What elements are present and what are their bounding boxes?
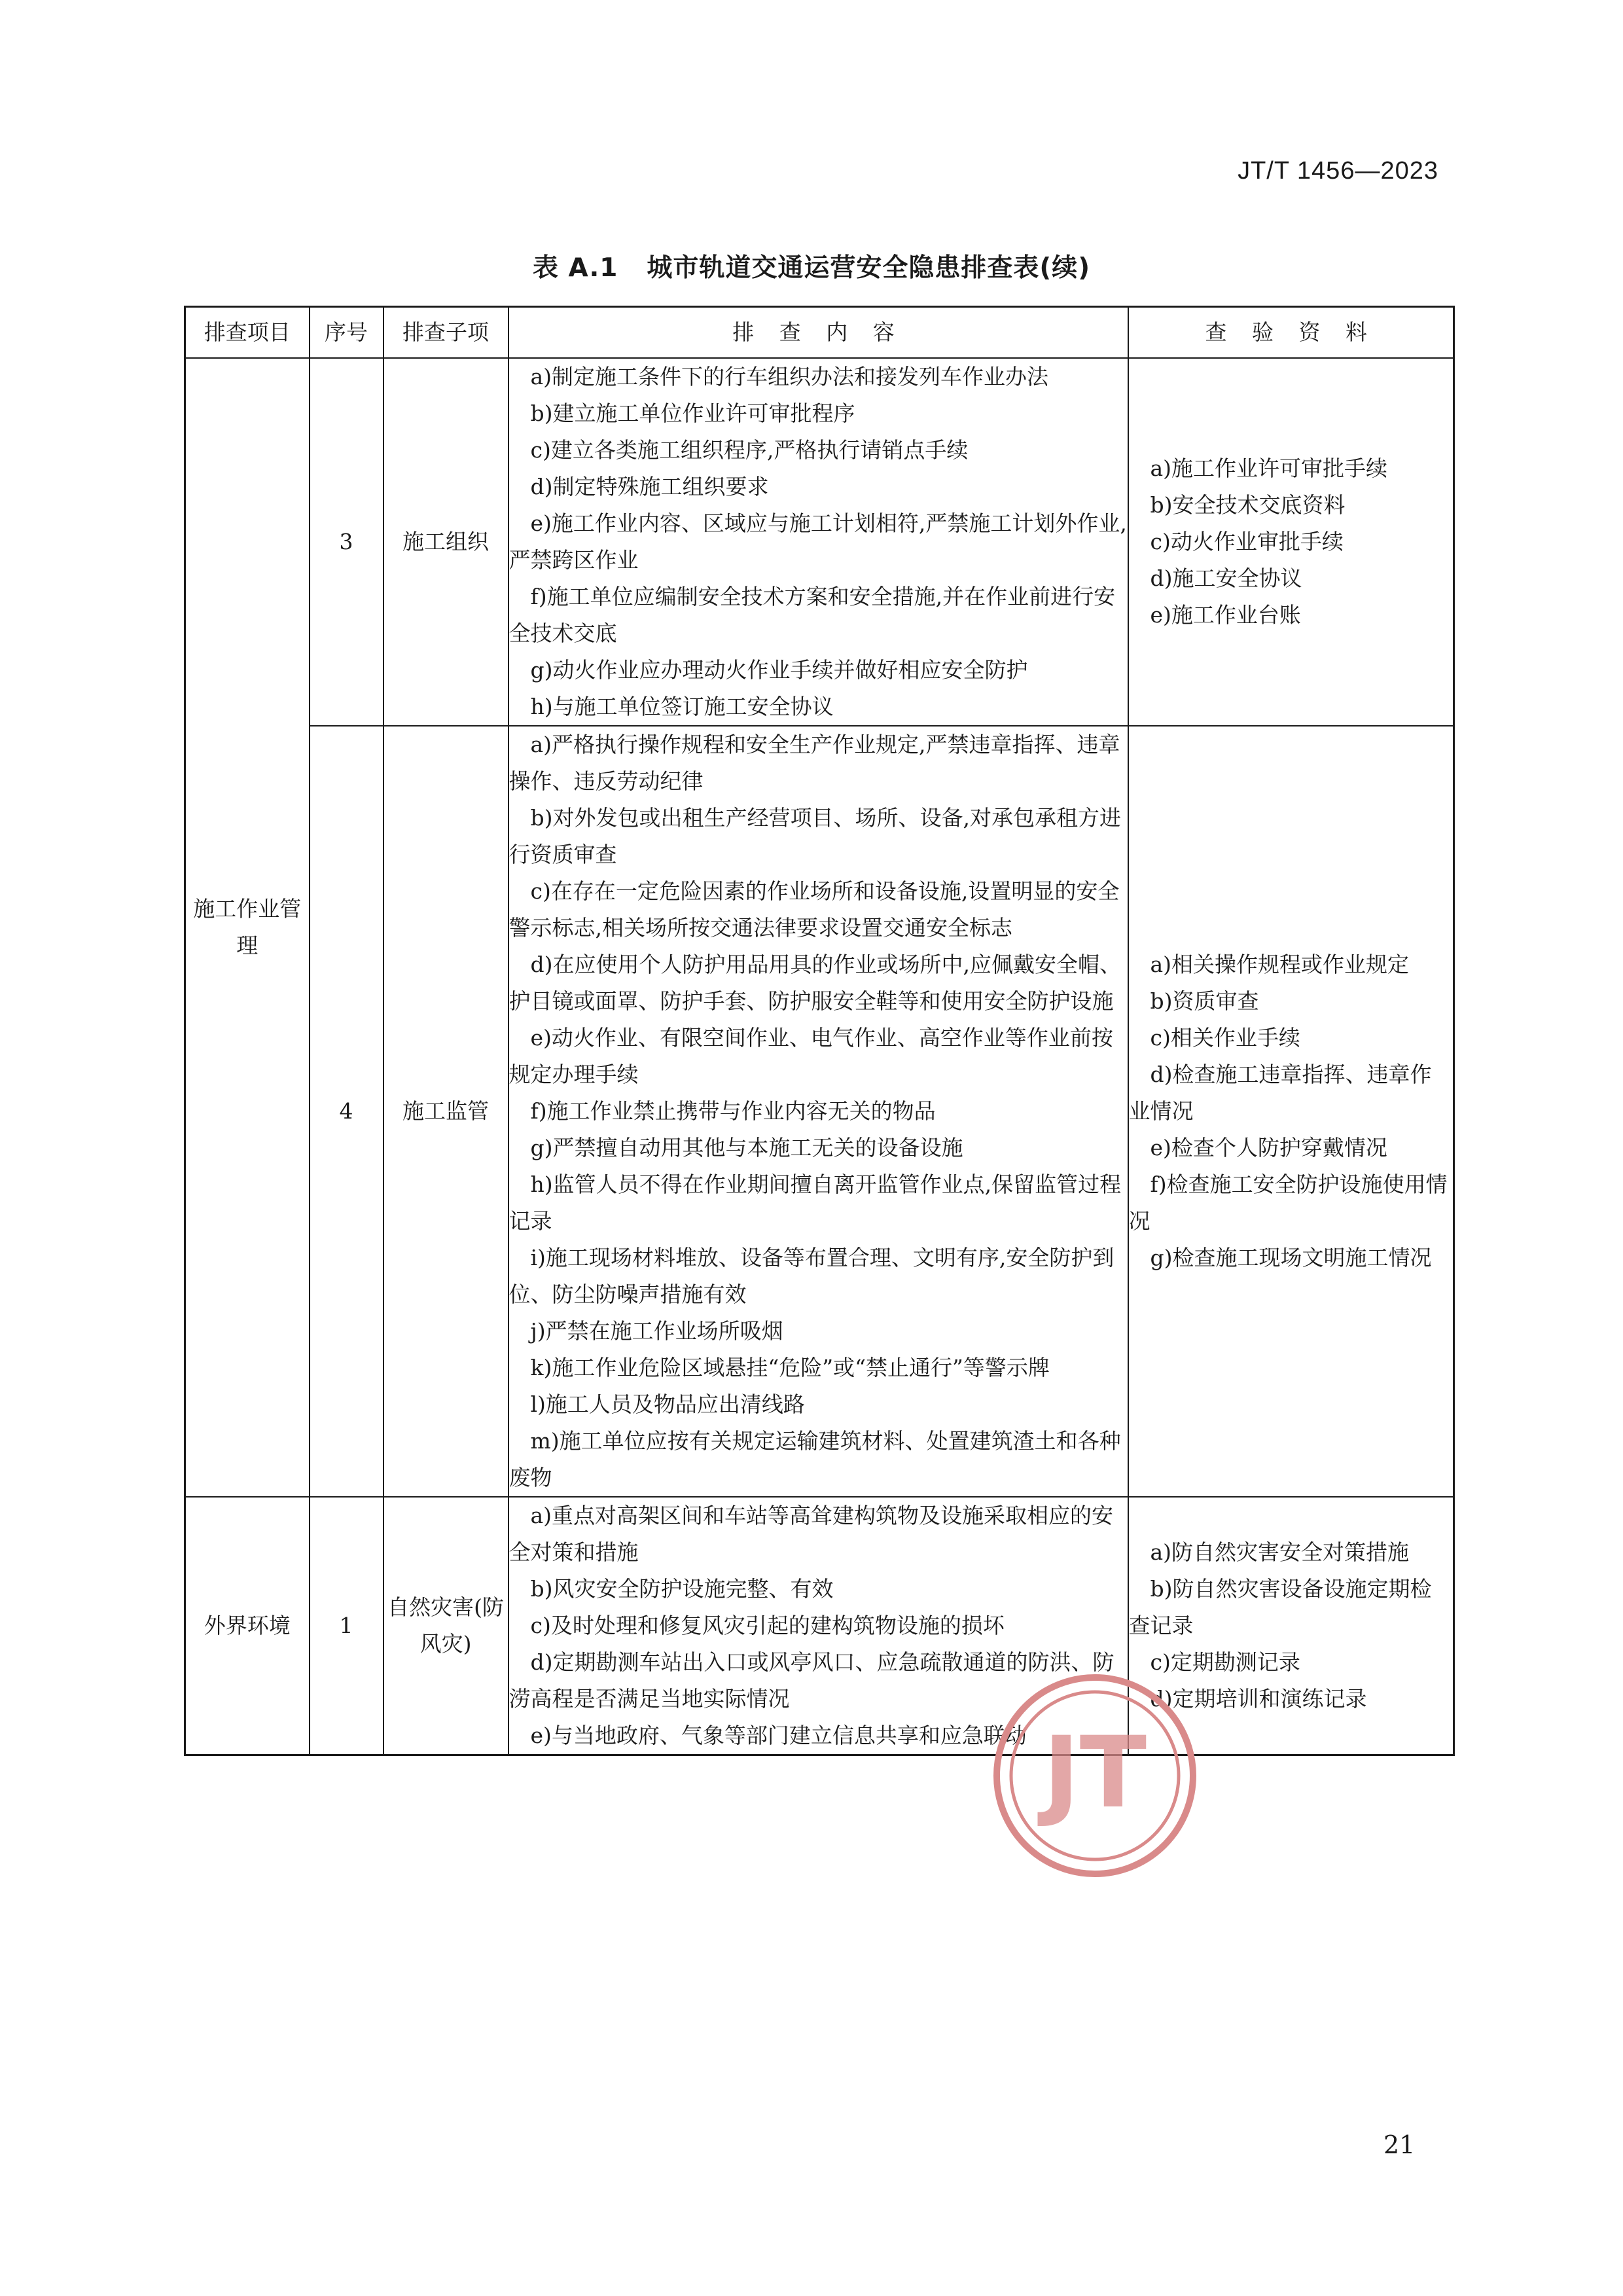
content-item: h)监管人员不得在作业期间擅自离开监管作业点,保留监管过程记录	[508, 1172, 1122, 1234]
evidence-item: c)动火作业审批手续	[1150, 529, 1344, 554]
content-item: b)风灾安全防护设施完整、有效	[530, 1576, 834, 1602]
hazard-check-table	[184, 306, 1455, 1756]
evidence-item: b)安全技术交底资料	[1150, 492, 1346, 518]
content-item: k)施工作业危险区域悬挂“危险”或“禁止通行”等警示牌	[530, 1355, 1050, 1380]
content-item: f)施工单位应编制安全技术方案和安全措施,并在作业前进行安全技术交底	[508, 584, 1116, 646]
content-item: a)严格执行操作规程和安全生产作业规定,严禁违章指挥、违章操作、违反劳动纪律	[508, 732, 1120, 794]
evidence-item: d)定期培训和演练记录	[1150, 1686, 1367, 1712]
table-row	[185, 358, 1454, 726]
caption-number: 表 A.1	[532, 253, 618, 283]
evidence-cell	[1128, 358, 1454, 726]
content-item: l)施工人员及物品应出清线路	[530, 1391, 805, 1417]
content-item: e)与当地政府、气象等部门建立信息共享和应急联动	[530, 1723, 1027, 1748]
content-item: e)动火作业、有限空间作业、电气作业、高空作业等作业前按规定办理手续	[508, 1025, 1113, 1087]
column-header-seq: 序号	[310, 307, 383, 359]
content-item: g)动火作业应办理动火作业手续并做好相应安全防护	[530, 657, 1028, 683]
evidence-item: f)检查施工安全防护设施使用情况	[1128, 1172, 1448, 1234]
evidence-item: e)检查个人防护穿戴情况	[1150, 1135, 1387, 1160]
content-item: a)制定施工条件下的行车组织办法和接发列车作业办法	[530, 364, 1049, 389]
subitem-cell: 自然灾害(防风灾)	[383, 1497, 508, 1755]
evidence-item: b)防自然灾害设备设施定期检查记录	[1128, 1576, 1432, 1638]
jt-seal-icon	[987, 1668, 1203, 1884]
content-item: h)与施工单位签订施工安全协议	[530, 694, 834, 719]
subitem-cell: 施工组织	[383, 358, 508, 726]
evidence-item: d)检查施工违章指挥、违章作业情况	[1128, 1062, 1432, 1124]
content-item: d)制定特殊施工组织要求	[530, 474, 769, 499]
column-header-subitem: 排查子项	[383, 307, 508, 359]
category-cell: 外界环境	[185, 1497, 310, 1755]
content-item: e)施工作业内容、区域应与施工计划相符,严禁施工计划外作业,严禁跨区作业	[508, 511, 1127, 573]
evidence-item: b)资质审查	[1150, 988, 1259, 1014]
table-header-row	[185, 307, 1454, 359]
seq-cell: 3	[310, 358, 383, 726]
content-item: f)施工作业禁止携带与作业内容无关的物品	[530, 1098, 936, 1124]
column-header-category: 排查项目	[185, 307, 310, 359]
category-cell: 施工作业管理	[185, 358, 310, 1497]
content-item: d)定期勘测车站出入口或风亭风口、应急疏散通道的防洪、防涝高程是否满足当地实际情况	[508, 1649, 1115, 1712]
caption-title: 城市轨道交通运营安全隐患排查表(续)	[647, 253, 1091, 283]
column-header-content: 排 查 内 容	[508, 307, 1128, 359]
content-item: g)严禁擅自动用其他与本施工无关的设备设施	[530, 1135, 963, 1160]
seq-cell: 1	[310, 1497, 383, 1755]
content-item: b)建立施工单位作业许可审批程序	[530, 401, 855, 426]
content-cell	[508, 726, 1128, 1497]
evidence-item: g)检查施工现场文明施工情况	[1150, 1245, 1432, 1270]
evidence-item: d)施工安全协议	[1150, 565, 1302, 591]
content-item: c)在存在一定危险因素的作业场所和设备设施,设置明显的安全警示标志,相关场所按交通法律要求设置交通安全标志	[508, 878, 1120, 941]
content-item: b)对外发包或出租生产经营项目、场所、设备,对承包承租方进行资质审查	[508, 805, 1121, 867]
content-item: c)及时处理和修复风灾引起的建构筑物设施的损坏	[530, 1613, 1005, 1638]
content-item: m)施工单位应按有关规定运输建筑材料、处置建筑渣土和各种废物	[508, 1428, 1121, 1490]
content-item: j)严禁在施工作业场所吸烟	[530, 1318, 783, 1344]
seal-text: JT	[1043, 1716, 1147, 1830]
evidence-item: a)相关操作规程或作业规定	[1150, 952, 1410, 977]
subitem-cell: 施工监管	[383, 726, 508, 1497]
content-cell	[508, 358, 1128, 726]
evidence-item: c)定期勘测记录	[1150, 1649, 1300, 1675]
table-row	[185, 1497, 1454, 1755]
page-number: 21	[1383, 2130, 1416, 2159]
evidence-item: a)防自然灾害安全对策措施	[1150, 1539, 1410, 1565]
column-header-evidence: 查 验 资 料	[1128, 307, 1454, 359]
content-item: c)建立各类施工组织程序,严格执行请销点手续	[530, 437, 969, 463]
content-item: a)重点对高架区间和车站等高耸建构筑物及设施采取相应的安全对策和措施	[508, 1503, 1114, 1565]
evidence-item: a)施工作业许可审批手续	[1150, 456, 1388, 481]
table-caption	[0, 247, 1623, 284]
content-item: d)在应使用个人防护用品用具的作业或场所中,应佩戴安全帽、护目镜或面罩、防护手套、防护服安全鞋等和使用安全防护设施	[508, 952, 1121, 1014]
evidence-item: c)相关作业手续	[1150, 1025, 1300, 1050]
evidence-cell	[1128, 726, 1454, 1497]
table-row	[185, 726, 1454, 1497]
seq-cell: 4	[310, 726, 383, 1497]
standard-code: JT/T 1456—2023	[1238, 157, 1438, 185]
content-item: i)施工现场材料堆放、设备等布置合理、文明有序,安全防护到位、防尘防噪声措施有效	[508, 1245, 1115, 1307]
evidence-item: e)施工作业台账	[1150, 602, 1301, 628]
